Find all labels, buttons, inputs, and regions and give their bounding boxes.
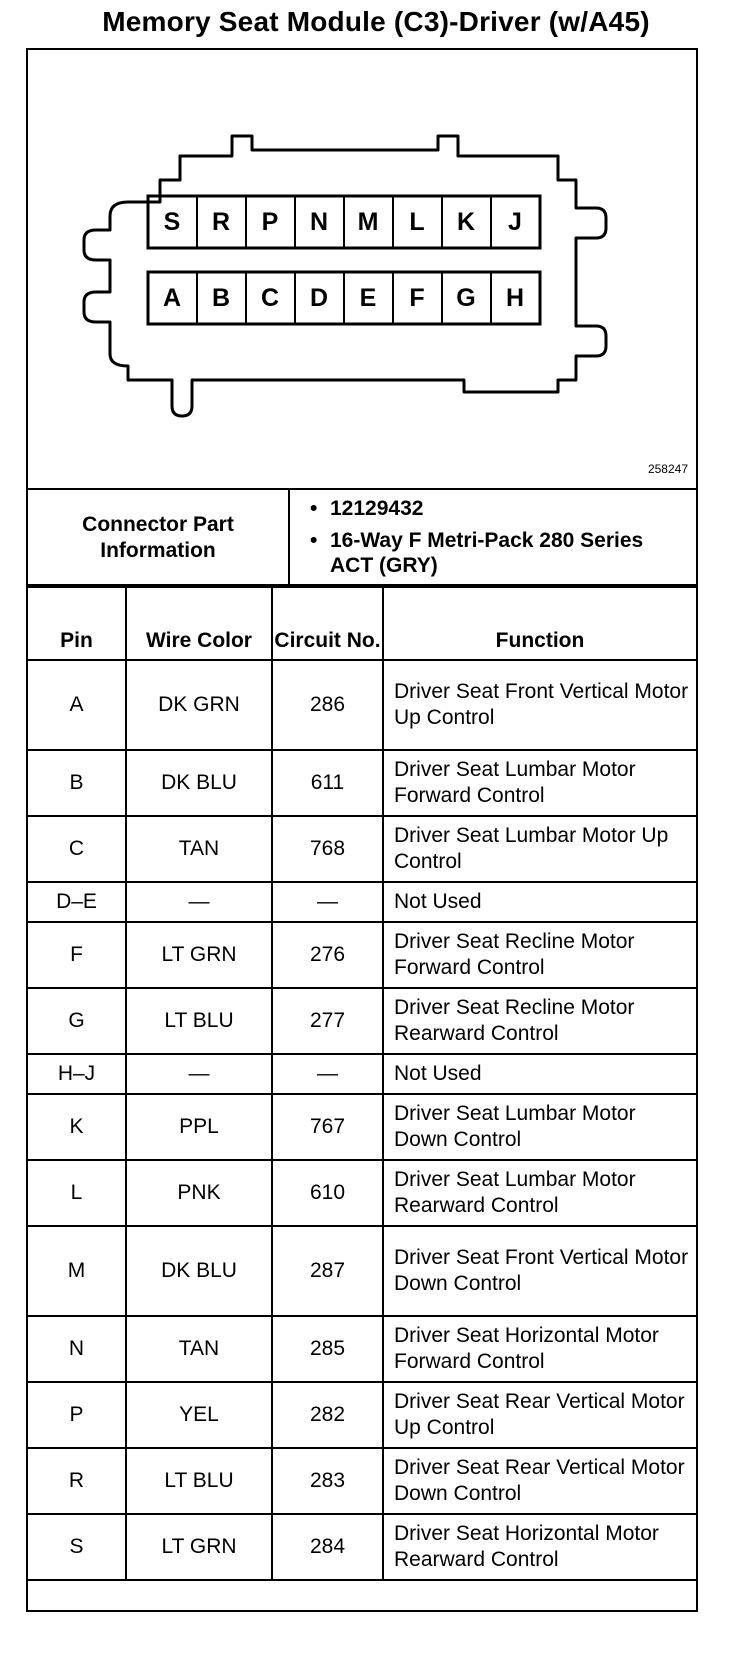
pin-cell: L xyxy=(28,1160,126,1226)
circuit-no-cell: 285 xyxy=(272,1316,383,1382)
connector-pin-b: B xyxy=(211,283,231,312)
circuit-no-cell: 286 xyxy=(272,660,383,750)
circuit-no-cell: 276 xyxy=(272,922,383,988)
function-cell: Driver Seat Recline Motor Rearward Control xyxy=(383,988,696,1054)
pin-cell: G xyxy=(28,988,126,1054)
table-row xyxy=(28,988,696,1054)
circuit-no-cell: 768 xyxy=(272,816,383,882)
pin-cell: S xyxy=(28,1514,126,1580)
function-cell: Driver Seat Horizontal Motor Rearward Control xyxy=(383,1514,696,1580)
connector-outline xyxy=(28,50,696,488)
circuit-no-cell: — xyxy=(272,1054,383,1094)
pin-cell: C xyxy=(28,816,126,882)
figure-id: 258247 xyxy=(647,462,688,476)
wire-color-cell: LT BLU xyxy=(126,1448,272,1514)
connector-pin-r: R xyxy=(211,207,231,236)
wire-color-cell: — xyxy=(126,882,272,922)
function-cell: Driver Seat Rear Vertical Motor Down Control xyxy=(383,1448,696,1514)
wire-color-cell: DK GRN xyxy=(126,660,272,750)
circuit-no-cell: 282 xyxy=(272,1382,383,1448)
header-wire-color: Wire Color xyxy=(126,587,272,660)
header-function: Function xyxy=(383,587,696,660)
wire-color-cell: LT GRN xyxy=(126,1514,272,1580)
wire-color-cell: TAN xyxy=(126,816,272,882)
wire-color-cell: YEL xyxy=(126,1382,272,1448)
pin-cell: H–J xyxy=(28,1054,126,1094)
function-cell: Driver Seat Front Vertical Motor Up Control xyxy=(383,660,696,750)
function-cell: Driver Seat Rear Vertical Motor Up Control xyxy=(383,1382,696,1448)
wire-color-cell: LT BLU xyxy=(126,988,272,1054)
circuit-no-cell: 610 xyxy=(272,1160,383,1226)
function-cell: Driver Seat Recline Motor Forward Control xyxy=(383,922,696,988)
part-number: • 12129432 xyxy=(304,496,684,521)
table-row xyxy=(28,1316,696,1382)
connector-pin-l: L xyxy=(409,207,425,236)
pin-cell: N xyxy=(28,1316,126,1382)
function-cell: Driver Seat Horizontal Motor Forward Control xyxy=(383,1316,696,1382)
table-row xyxy=(28,1094,696,1160)
pin-cell: R xyxy=(28,1448,126,1514)
wire-color-cell: — xyxy=(126,1054,272,1094)
wire-color-cell: PNK xyxy=(126,1160,272,1226)
circuit-no-cell: 287 xyxy=(272,1226,383,1316)
function-cell: Not Used xyxy=(383,1054,696,1094)
connector-pin-g: G xyxy=(456,283,476,312)
circuit-no-cell: 611 xyxy=(272,750,383,816)
table-row xyxy=(28,1226,696,1316)
header-circuit-no: Circuit No. xyxy=(272,587,383,660)
pin-cell: M xyxy=(28,1226,126,1316)
table-row xyxy=(28,1054,696,1094)
table-row xyxy=(28,750,696,816)
connector-pin-n: N xyxy=(309,207,329,236)
connector-pin-f: F xyxy=(409,283,425,312)
pinout-rows xyxy=(28,660,696,1580)
table-row xyxy=(28,660,696,750)
connector-pin-d: D xyxy=(309,283,329,312)
part-info-label: Connector Part Information xyxy=(28,490,290,586)
pin-cell: F xyxy=(28,922,126,988)
table-row xyxy=(28,922,696,988)
table-row xyxy=(28,816,696,882)
pin-cell: P xyxy=(28,1382,126,1448)
function-cell: Not Used xyxy=(383,882,696,922)
connector-sheet xyxy=(26,48,698,1612)
table-row xyxy=(28,1514,696,1580)
table-row xyxy=(28,1160,696,1226)
table-row xyxy=(28,1448,696,1514)
connector-diagram xyxy=(28,50,696,488)
connector-pin-p: P xyxy=(261,207,279,236)
part-info-list xyxy=(304,496,684,585)
wire-color-cell: DK BLU xyxy=(126,750,272,816)
wire-color-cell: PPL xyxy=(126,1094,272,1160)
wire-color-cell: DK BLU xyxy=(126,1226,272,1316)
table-header-row xyxy=(28,587,696,660)
connector-pin-h: H xyxy=(505,283,525,312)
circuit-no-cell: 767 xyxy=(272,1094,383,1160)
table-row xyxy=(28,1382,696,1448)
function-cell: Driver Seat Front Vertical Motor Down Control xyxy=(383,1226,696,1316)
function-cell: Driver Seat Lumbar Motor Down Control xyxy=(383,1094,696,1160)
connector-pin-e: E xyxy=(359,283,377,312)
page-title: Memory Seat Module (C3)-Driver (w/A45) xyxy=(102,6,650,37)
function-cell: Driver Seat Lumbar Motor Rearward Control xyxy=(383,1160,696,1226)
connector-part-info xyxy=(28,488,696,586)
connector-description: • 16-Way F Metri-Pack 280 Series ACT (GRY) xyxy=(304,528,684,578)
table-row xyxy=(28,882,696,922)
function-cell: Driver Seat Lumbar Motor Up Control xyxy=(383,816,696,882)
pin-cell: D–E xyxy=(28,882,126,922)
connector-pin-c: C xyxy=(260,283,280,312)
connector-pin-a: A xyxy=(162,283,182,312)
circuit-no-cell: 284 xyxy=(272,1514,383,1580)
circuit-no-cell: 277 xyxy=(272,988,383,1054)
connector-pin-k: K xyxy=(456,207,476,236)
pin-cell: B xyxy=(28,750,126,816)
wire-color-cell: TAN xyxy=(126,1316,272,1382)
circuit-no-cell: 283 xyxy=(272,1448,383,1514)
connector-pin-j: J xyxy=(508,207,522,236)
pinout-table xyxy=(28,586,696,1581)
circuit-no-cell: — xyxy=(272,882,383,922)
connector-pin-s: S xyxy=(163,207,181,236)
pin-cell: K xyxy=(28,1094,126,1160)
connector-pin-m: M xyxy=(357,207,379,236)
function-cell: Driver Seat Lumbar Motor Forward Control xyxy=(383,750,696,816)
pin-cell: A xyxy=(28,660,126,750)
header-pin: Pin xyxy=(28,587,126,660)
wire-color-cell: LT GRN xyxy=(126,922,272,988)
